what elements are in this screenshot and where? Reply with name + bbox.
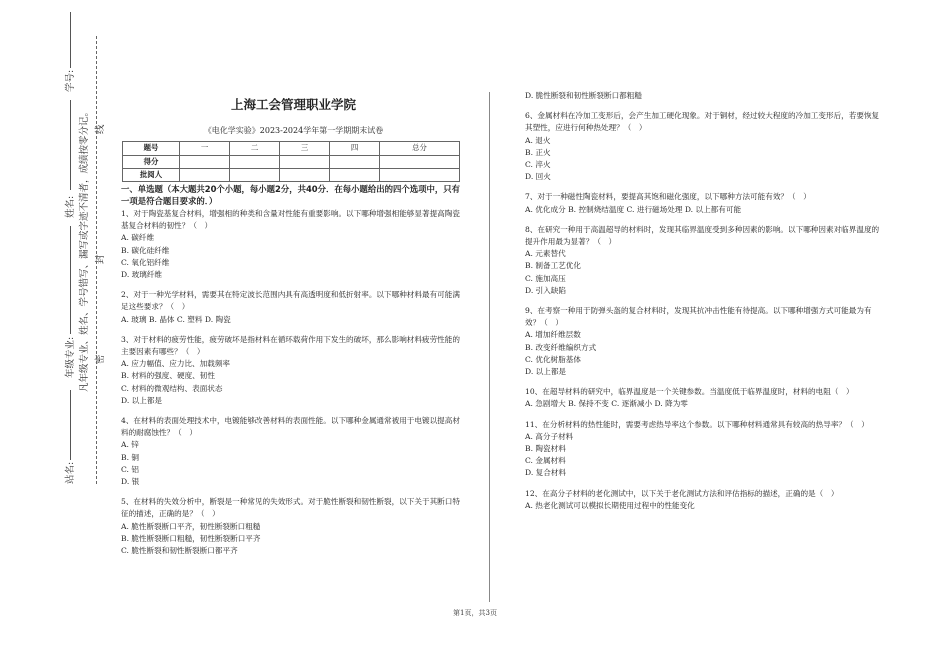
binding-instructions: 凡年级专业、姓名、学号错写、漏写或字迹不清者，成绩按零分记。 xyxy=(79,106,90,392)
question-stem: 1、对于陶瓷基复合材料，增强相的种类和含量对性能有重要影响。以下哪种增强相能够显著提高陶瓷基复合材料的韧性？（ ） xyxy=(121,209,460,231)
score-cell[interactable] xyxy=(280,155,330,168)
question-item xyxy=(525,224,880,297)
score-table-header: 三 xyxy=(280,142,330,155)
answer-option: C. 氧化铝纤维 xyxy=(121,257,170,267)
question-stem: 2、对于一种光学材料，需要其在特定波长范围内具有高透明度和低折射率。以下哪种材料最有可能满足这些要求？（ ） xyxy=(121,290,460,312)
score-cell[interactable] xyxy=(230,168,280,181)
question-item xyxy=(121,334,466,407)
right-question-list xyxy=(525,90,880,512)
score-table-header-row xyxy=(123,142,460,155)
answer-option: A. 碳纤维 xyxy=(121,233,155,243)
answer-option: A. 退火 xyxy=(525,135,551,145)
answer-option: D. 玻璃纤维 xyxy=(121,270,163,280)
answer-option: B. 陶瓷材料 xyxy=(525,444,566,454)
question-stem: 7、对于一种磁性陶瓷材料，要提高其饱和磁化强度，以下哪种方法可能有效？（ ） xyxy=(525,192,811,202)
answer-option: A. 脆性断裂断口平齐，韧性断裂断口粗糙 xyxy=(121,521,261,531)
score-cell[interactable] xyxy=(380,155,460,168)
question-stem: 10、在超导材料的研究中，临界温度是一个关键参数。当温度低于临界温度时，材料的电阻（ ） xyxy=(525,387,854,397)
grade-major-line xyxy=(70,226,71,334)
answer-option: A. 应力幅值、应力比、加载频率 xyxy=(121,359,231,369)
seal-mark-xian: 线 xyxy=(95,124,106,134)
score-table-row xyxy=(123,155,460,168)
question-item xyxy=(525,305,880,378)
section-title: 一、单选题（本大题共20个小题，每小题2分，共40分．在每小题给出的四个选项中，只有一项是符合题目要求的．） xyxy=(121,184,461,206)
answer-option: C. 脆性断裂和韧性断裂断口都平齐 xyxy=(121,546,238,556)
question-stem: 6、金属材料在冷加工变形后，会产生加工硬化现象。对于铜材，经过较大程度的冷加工变形后，若要恢复其塑性，应进行何种热处理？（ ） xyxy=(525,111,880,133)
answer-option: C. 淬火 xyxy=(525,160,551,170)
score-table-header: 二 xyxy=(230,142,280,155)
answer-option: B. 改变纤维编织方式 xyxy=(525,342,597,352)
answer-option: C. 施加高压 xyxy=(525,273,566,283)
exam-subtitle: 《电化学实验》2023-2024学年第一学期期末试卷 xyxy=(203,126,384,136)
score-cell[interactable] xyxy=(330,155,380,168)
binding-strip xyxy=(0,0,120,672)
answer-option: D. 银 xyxy=(121,477,140,487)
answer-option: A. 急剧增大 B. 保持不变 C. 逐渐减小 D. 降为零 xyxy=(525,399,688,409)
answer-option: D. 回火 xyxy=(525,172,551,182)
score-table-header: 题号 xyxy=(123,142,180,155)
school-title: 上海工会管理职业学院 xyxy=(230,97,356,112)
answer-option: C. 材料的微观结构、表面状态 xyxy=(121,383,223,393)
left-question-list xyxy=(121,208,466,557)
answer-option: A. 玻璃 B. 晶体 C. 塑料 D. 陶瓷 xyxy=(121,314,231,324)
question-item xyxy=(525,110,880,183)
question-item xyxy=(121,208,466,281)
score-table-header: 四 xyxy=(330,142,380,155)
question-stem: 5、在材料的失效分析中，断裂是一种常见的失效形式。对于脆性断裂和韧性断裂，以下关于其断口特征的描述，正确的是？（ ） xyxy=(121,497,460,519)
question-item xyxy=(525,386,880,410)
question-item xyxy=(525,191,880,215)
answer-option: A. 高分子材料 xyxy=(525,431,574,441)
question-item xyxy=(121,496,466,557)
left-column xyxy=(121,96,466,557)
student-id-line xyxy=(70,12,71,68)
seal-mark-feng: 封 xyxy=(95,254,106,264)
answer-option: B. 碳化硅纤维 xyxy=(121,245,170,255)
answer-option: B. 脆性断裂断口粗糙，韧性断裂断口平齐 xyxy=(121,533,261,543)
question-stem: 8、在研究一种用于高温超导的材料时，发现其临界温度受到多种因素的影响。以下哪种因素对临界温度的提升作用最为显著？（ ） xyxy=(525,224,880,247)
score-table-row xyxy=(123,168,460,181)
score-cell[interactable] xyxy=(280,168,330,181)
answer-option: A. 优化成分 B. 控制烧结温度 C. 进行磁场处理 D. 以上都有可能 xyxy=(525,204,742,214)
score-cell[interactable] xyxy=(380,168,460,181)
answer-option: D. 以上都是 xyxy=(121,395,163,405)
question-stem: 4、在材料的表面处理技术中，电镀能够改善材料的表面性能。以下哪种金属通常被用于电镀以提高材料的耐腐蚀性？（ ） xyxy=(121,416,460,438)
answer-option: A. 元素替代 xyxy=(525,249,566,259)
name-label: 姓名: xyxy=(65,195,76,218)
question-stem: 12、在高分子材料的老化测试中，以下关于老化测试方法和评估指标的描述，正确的是（ ） xyxy=(525,488,839,498)
answer-option: C. 优化树脂基体 xyxy=(525,354,581,364)
question-item xyxy=(121,415,466,488)
answer-option: B. 铜 xyxy=(121,452,140,462)
answer-option: C. 铝 xyxy=(121,464,139,474)
question-item xyxy=(525,419,880,480)
answer-option: B. 正火 xyxy=(525,147,551,157)
question-item xyxy=(525,488,880,512)
question-item xyxy=(121,289,466,326)
answer-option: D. 复合材料 xyxy=(525,468,567,478)
answer-option: B. 制备工艺优化 xyxy=(525,261,581,271)
score-row-label: 批阅人 xyxy=(123,168,180,181)
station-label: 站名: xyxy=(65,461,76,484)
student-id-label: 学号: xyxy=(65,69,76,92)
grade-major-label: 年级专业: xyxy=(65,336,76,378)
answer-option: B. 材料的强度、硬度、韧性 xyxy=(121,371,215,381)
score-cell[interactable] xyxy=(180,168,230,181)
column-divider xyxy=(489,92,490,602)
question-stem: 9、在考察一种用于防弹头盔的复合材料时，发现其抗冲击性能有待提高。以下哪种增强方式可能最为有效？（ ） xyxy=(525,306,872,328)
score-row-label: 得分 xyxy=(123,155,180,168)
answer-option: D. 脆性断裂和韧性断裂断口都粗糙 xyxy=(525,91,642,100)
answer-option: A. 热老化测试可以模拟长期使用过程中的性能变化 xyxy=(525,500,695,510)
station-line xyxy=(70,390,71,460)
answer-option: D. 以上都是 xyxy=(525,367,567,377)
score-table xyxy=(122,141,460,182)
score-cell[interactable] xyxy=(180,155,230,168)
score-table-header: 一 xyxy=(180,142,230,155)
right-column xyxy=(525,90,880,512)
answer-option: D. 引入缺陷 xyxy=(525,285,567,295)
score-table-header: 总分 xyxy=(380,142,460,155)
score-cell[interactable] xyxy=(230,155,280,168)
question-stem: 3、对于材料的疲劳性能，疲劳破坏是指材料在循环载荷作用下发生的破坏，那么影响材料疲劳性能的主要因素有哪些？（ ） xyxy=(121,334,460,357)
name-line xyxy=(70,100,71,190)
page-footer: 第1页，共3页 xyxy=(453,609,497,617)
question-item xyxy=(525,90,880,102)
answer-option: A. 增加纤维层数 xyxy=(525,330,581,340)
seal-dashed-line xyxy=(96,36,97,484)
answer-option: A. 锌 xyxy=(121,440,139,450)
question-stem: 11、在分析材料的热性能时，需要考虑热导率这个参数。以下哪种材料通常具有较高的热导率？（ ） xyxy=(525,419,869,429)
score-cell[interactable] xyxy=(330,168,380,181)
answer-option: C. 金属材料 xyxy=(525,456,566,466)
seal-mark-mi: 密 xyxy=(95,354,106,364)
